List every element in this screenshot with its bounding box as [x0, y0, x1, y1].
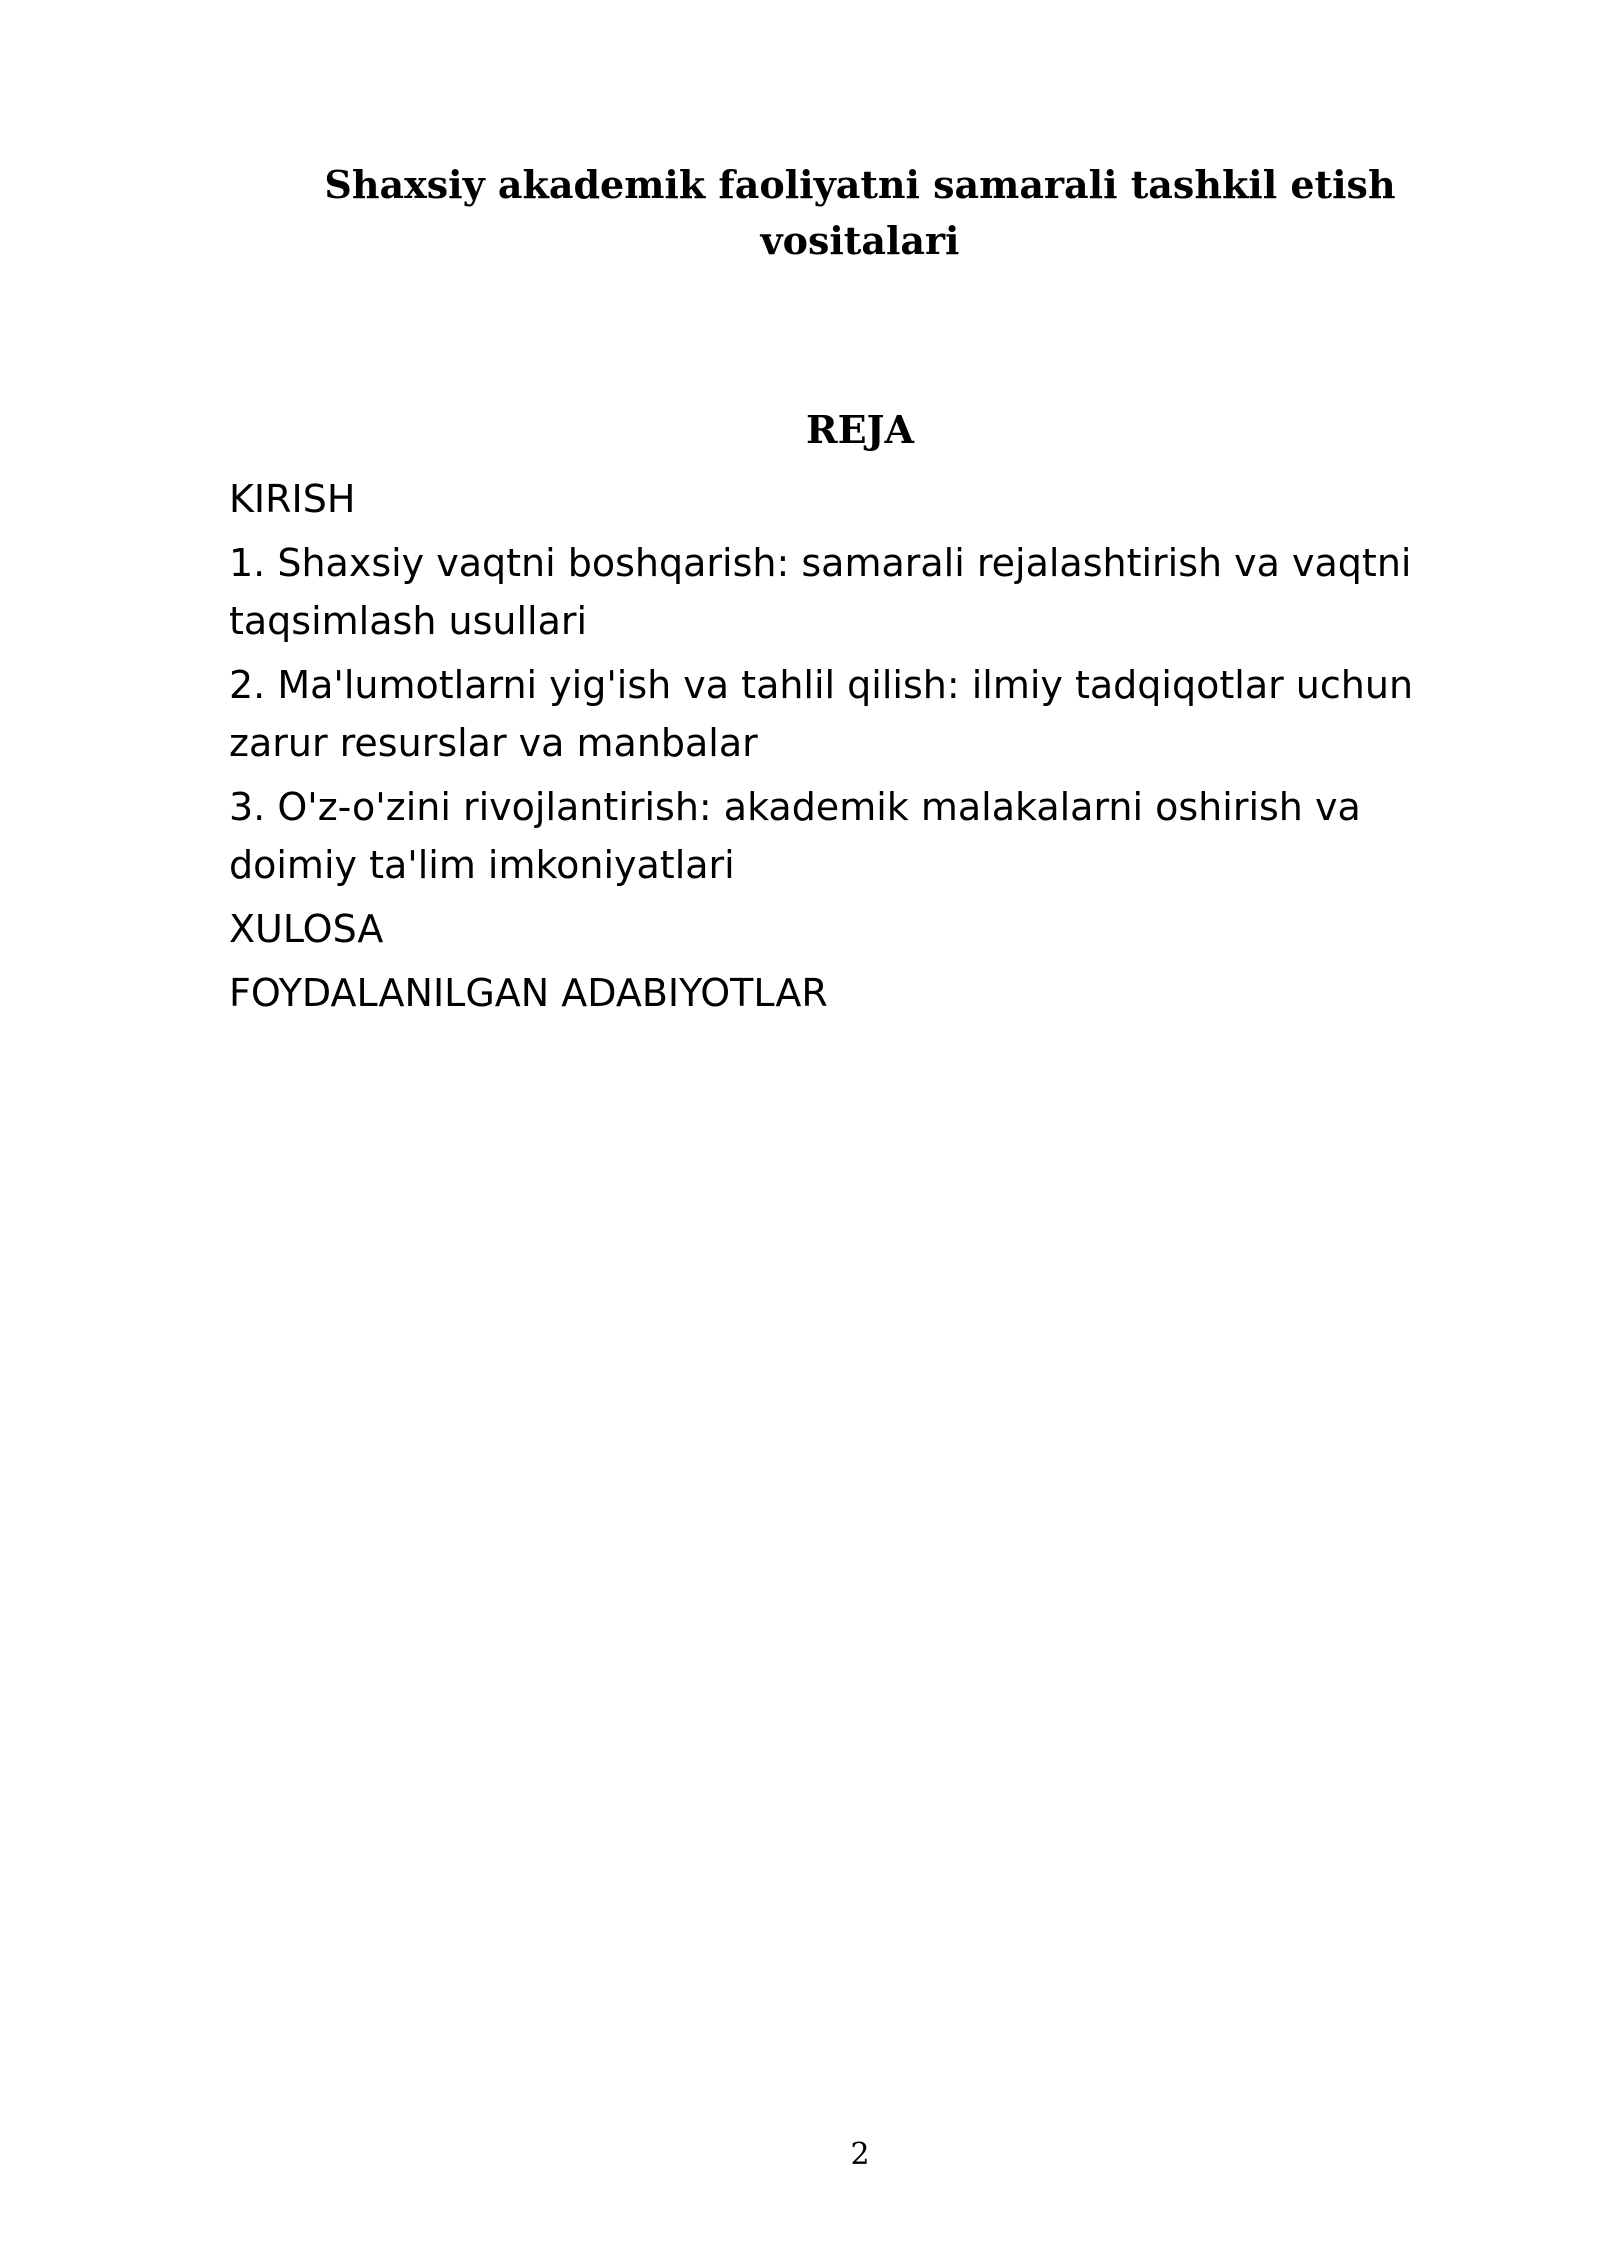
plan-item-references: FOYDALANILGAN ADABIYOTLAR: [229, 971, 828, 1015]
plan-heading: REJA: [805, 407, 914, 452]
plan-list: [229, 470, 1459, 1028]
document-title: Shaxsiy akademik faoliyatni samarali tashkil etish vositalari: [324, 162, 1396, 263]
plan-item-2: 2. Ma'lumotlarni yig'ish va tahlil qilish: ilmiy tadqiqotlar uchun zarur resurslar va manbalar: [229, 663, 1414, 765]
plan-item-1: 1. Shaxsiy vaqtni boshqarish: samarali rejalashtirish va vaqtni taqsimlash usullari: [229, 541, 1412, 643]
plan-item-introduction: KIRISH: [229, 477, 356, 521]
plan-item-3: 3. O'z-o'zini rivojlantirish: akademik malakalarni oshirish va doimiy ta'lim imkoniyatlari: [229, 785, 1361, 887]
plan-item-conclusion: XULOSA: [229, 907, 384, 951]
page-number: 2: [850, 2137, 870, 2172]
